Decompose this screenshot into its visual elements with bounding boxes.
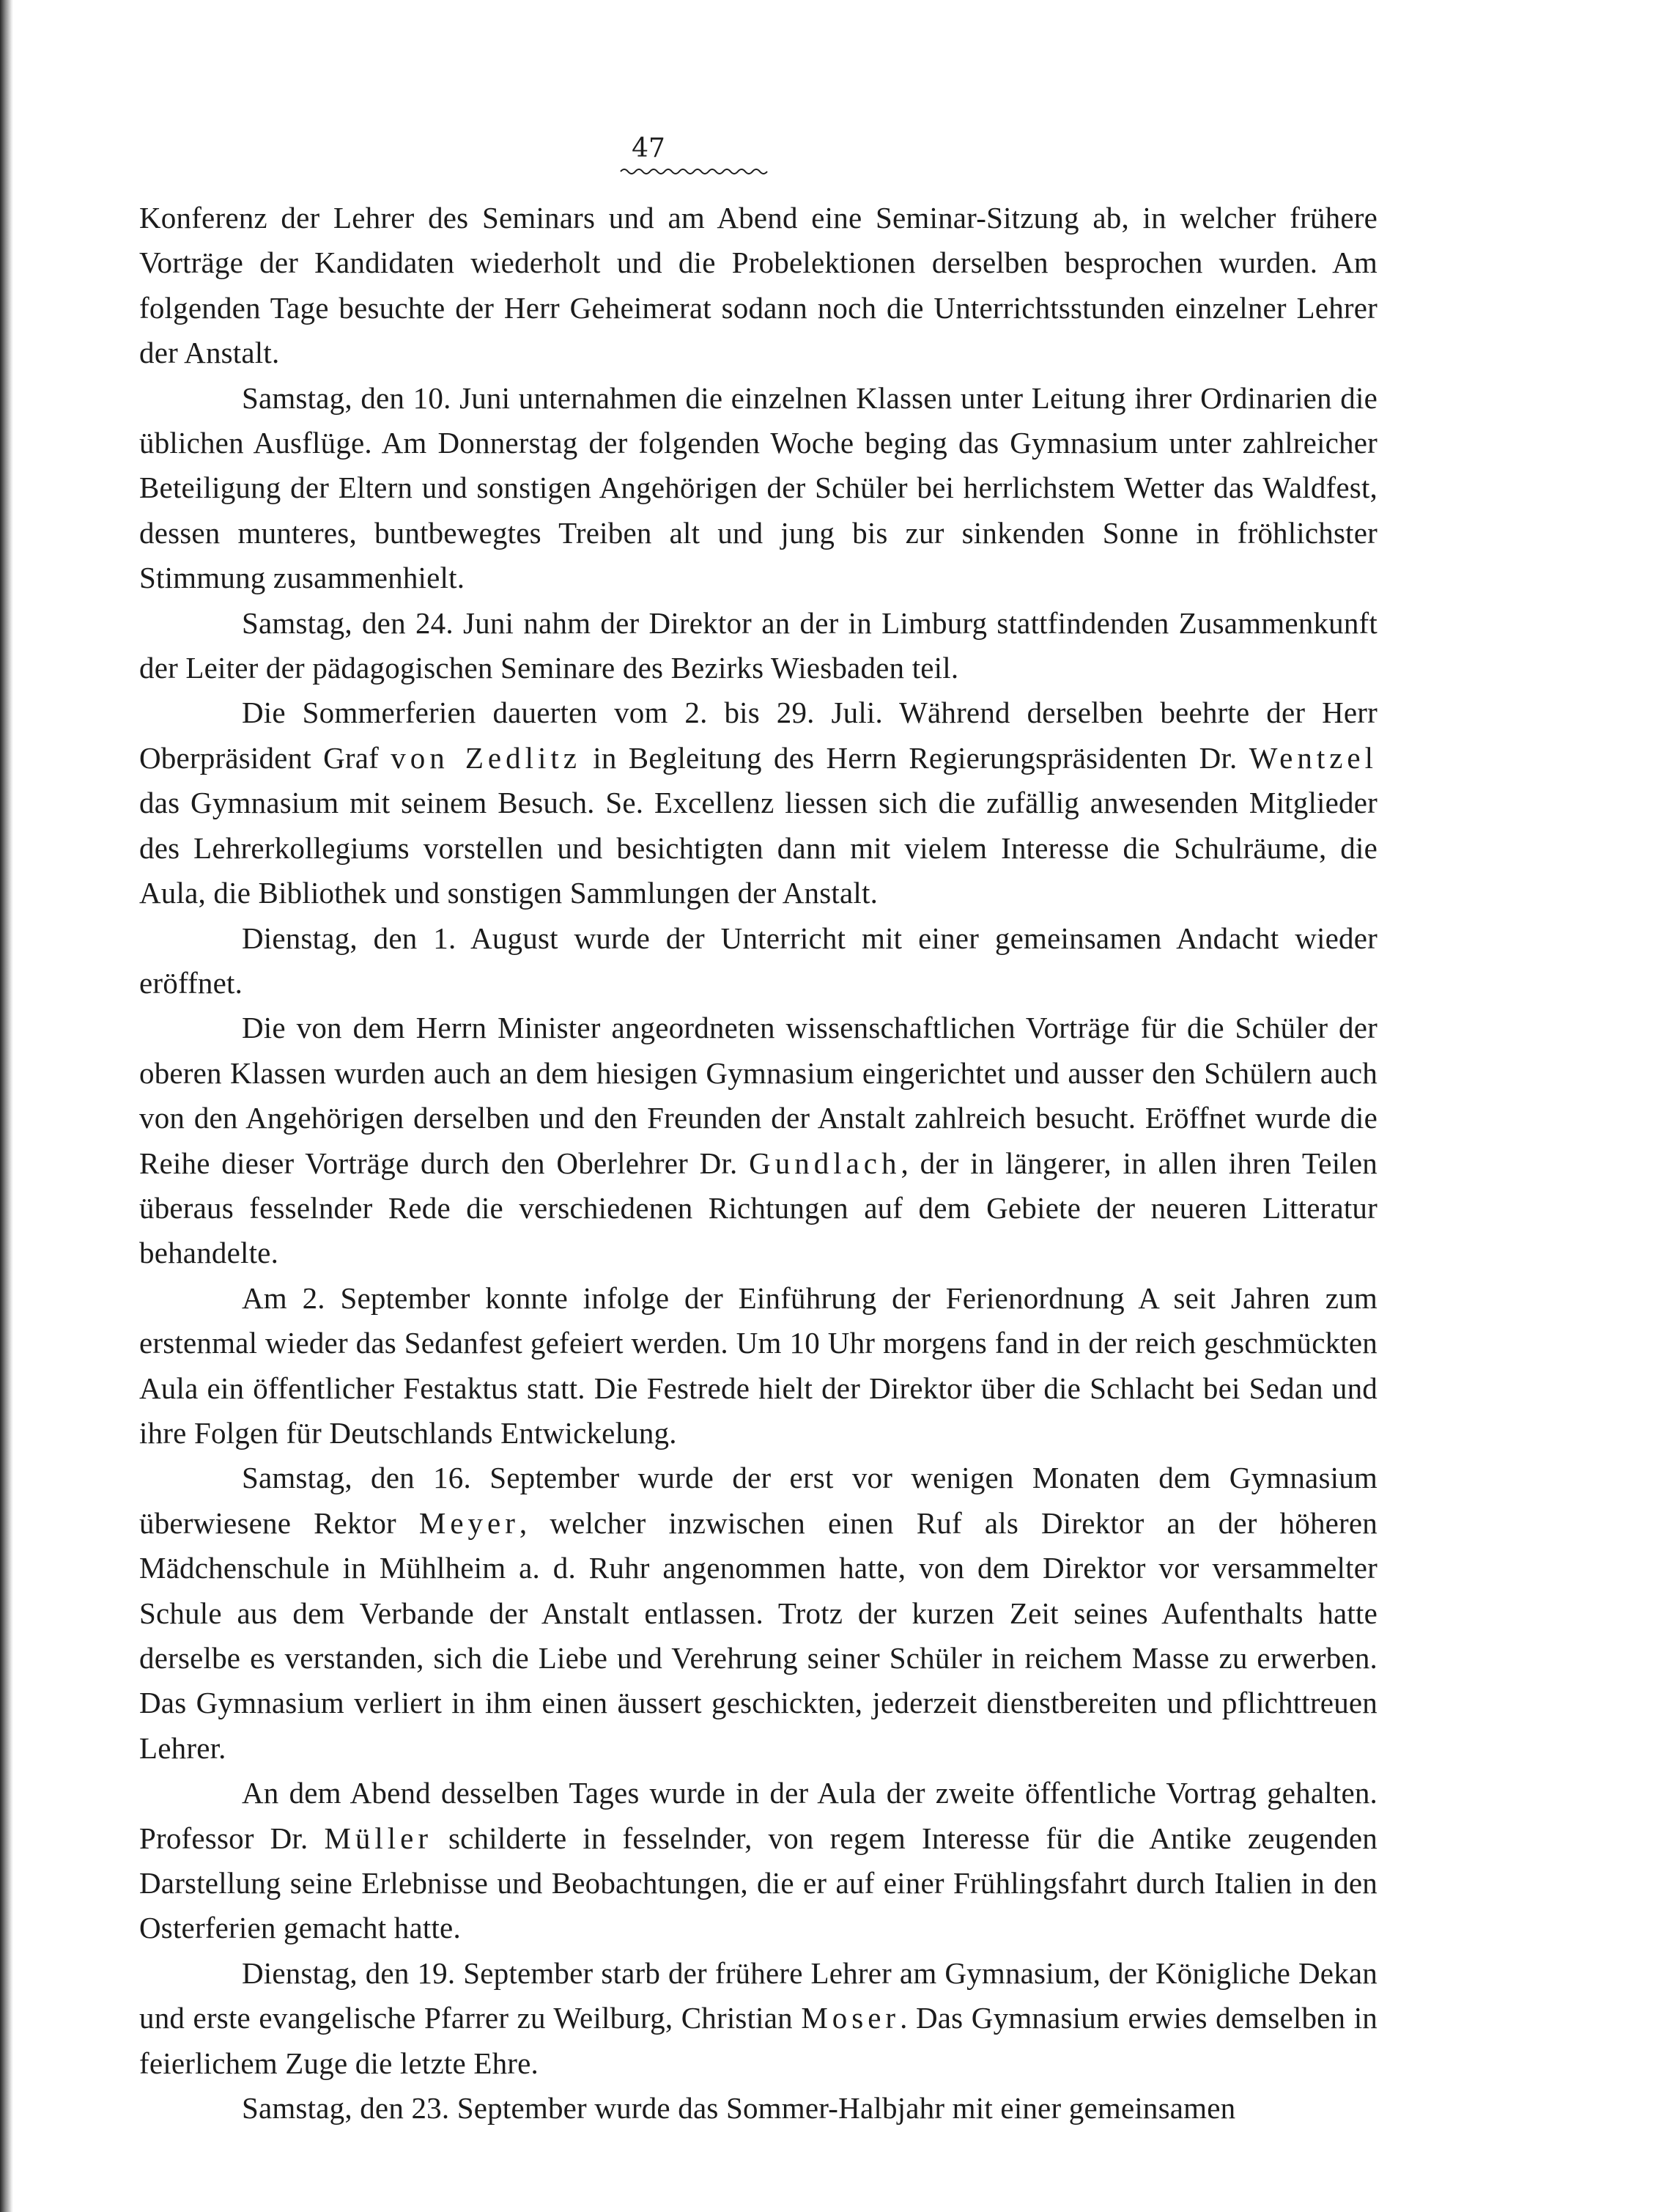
paragraph-3: Samstag, den 24. Juni nahm der Direktor an der in Limburg stattfindenden Zusammenkunft der Leiter der pädagogischen Seminare des Bezirks Wiesbaden teil. bbox=[139, 605, 1378, 685]
body-text bbox=[139, 196, 1378, 2131]
paragraph-10-part-2: . Das Gymnasium erwies demselben in feierlichem Zuge die letzte Ehre. bbox=[139, 2001, 1378, 2080]
paragraph-6-part-2: , der in längerer, in allen ihren Teilen überaus fesselnder Rede die verschiedenen Richtungen auf dem Gebiete der neueren Litteratur behandelte. bbox=[139, 1146, 1378, 1270]
paragraph-10-part-1: Dienstag, den 19. September starb der frühere Lehrer am Gymnasium, der Königliche Dekan und erste evangelische Pfarrer zu Weilburg, Christian bbox=[139, 1955, 1378, 2035]
paragraph-6-part-1: Die von dem Herrn Minister angeordneten wissenschaftlichen Vorträge für die Schüler der oberen Klassen wurden auch an dem hiesigen Gymnasium eingerichtet und ausser den Schülern auch von den Angehörigen derselben und den Freunden der Anstalt zahlreich besucht. Eröffnet wurde die Reihe dieser Vorträge durch den Oberlehrer Dr. bbox=[139, 1011, 1378, 1180]
document-page bbox=[139, 133, 1378, 2131]
name-gundlach: Gundlach bbox=[749, 1146, 901, 1180]
paragraph-2: Samstag, den 10. Juni unternahmen die einzelnen Klassen unter Leitung ihrer Ordinarien die üblichen Ausflüge. Am Donnerstag der folgenden Woche beging das Gymnasium unter zahlreicher Beteiligung der Eltern und sonstigen Angehörigen der Schüler bei herrlichstem Wetter das Waldfest, dessen munteres, buntbewegtes Treiben alt und jung bis zur sinkenden Sonne in fröhlichster Stimmung zusammenhielt. bbox=[139, 380, 1378, 595]
paragraph-8-part-1: Samstag, den 16. September wurde der erst vor wenigen Monaten dem Gymnasium überwiesene Rektor bbox=[139, 1461, 1378, 1540]
paragraph-11: Samstag, den 23. September wurde das Sommer-Halbjahr mit einer gemeinsamen bbox=[242, 2091, 1236, 2126]
paragraph-10 bbox=[139, 1951, 1378, 2086]
paragraph-9 bbox=[139, 1771, 1378, 1951]
name-meyer: Meyer bbox=[418, 1505, 519, 1540]
paragraph-4-part-2: in Begleitung des Herrn Regierungspräsidenten Dr. bbox=[580, 740, 1249, 775]
name-mueller: Müller bbox=[324, 1821, 433, 1855]
paragraph-9-part-1: An dem Abend desselben Tages wurde in der Aula der zweite öffentliche Vortrag gehalten. Professor Dr. bbox=[139, 1776, 1378, 1855]
paragraph-4-part-3: das Gymnasium mit seinem Besuch. Se. Excellenz liessen sich die zufällig anwesenden Mitglieder des Lehrerkollegiums vorstellen und besichtigten dann mit vielem Interesse die Schulräume, die Aula, die Bibliothek und sonstigen Sammlungen der Anstalt. bbox=[139, 786, 1378, 910]
name-von-zedlitz: von Zedlitz bbox=[391, 740, 581, 775]
paragraph-4 bbox=[139, 690, 1378, 915]
page-number bbox=[249, 133, 1048, 177]
name-moser: Moser bbox=[801, 2001, 901, 2035]
paragraph-7: Am 2. September konnte infolge der Einführung der Ferienordnung A seit Jahren zum erstenmal wieder das Sedanfest gefeiert werden. Um 10 Uhr morgens fand in der reich geschmückten Aula ein öffentlicher Festaktus statt. Die Festrede hielt der Direktor über die Schlacht bei Sedan und ihre Folgen für Deutschlands Entwickelung. bbox=[139, 1280, 1378, 1450]
wavy-rule-ornament bbox=[619, 166, 773, 177]
paragraph-4-part-1: Die Sommerferien dauerten vom 2. bis 29. Juli. Während derselben beehrte der Herr Oberpräsident Graf bbox=[139, 696, 1378, 775]
paragraph-9-part-2: schilderte in fesselnder, von regem Interesse für die Antike zeugenden Darstellung seine Erlebnisse und Beobachtungen, die er auf einer Frühlingsfahrt durch Italien in den Osterferien gemacht hatte. bbox=[139, 1821, 1378, 1945]
paragraph-8-part-2: , welcher inzwischen einen Ruf als Direktor an der höheren Mädchenschule in Mühlheim a. d. Ruhr angenommen hatte, von dem Direktor vor versammelter Schule aus dem Verbande der Anstalt entlassen. Trotz der kurzen Zeit seines Aufenthalts hatte derselbe es verstanden, sich die Liebe und Verehrung seiner Schüler in reichem Masse zu erwerben. Das Gymnasium verliert in ihm einen äussert geschickten, jederzeit dienstbereiten und pflichttreuen Lehrer. bbox=[139, 1505, 1378, 1765]
paragraph-5: Dienstag, den 1. August wurde der Unterricht mit einer gemeinsamen Andacht wieder eröffnet. bbox=[139, 921, 1378, 1000]
page-number-text: 47 bbox=[632, 133, 665, 163]
scan-edge-shadow bbox=[0, 0, 13, 2212]
paragraph-6 bbox=[139, 1006, 1378, 1275]
name-wentzel: Wentzel bbox=[1249, 740, 1378, 775]
paragraph-8 bbox=[139, 1456, 1378, 1771]
paragraph-1: Konferenz der Lehrer des Seminars und am Abend eine Seminar-Sitzung ab, in welcher frühere Vorträge der Kandidaten wiederholt und die Probelektionen derselben besprochen wurden. Am folgenden Tage besuchte der Herr Geheimerat sodann noch die Unterrichtsstunden einzelner Lehrer der Anstalt. bbox=[139, 201, 1378, 370]
